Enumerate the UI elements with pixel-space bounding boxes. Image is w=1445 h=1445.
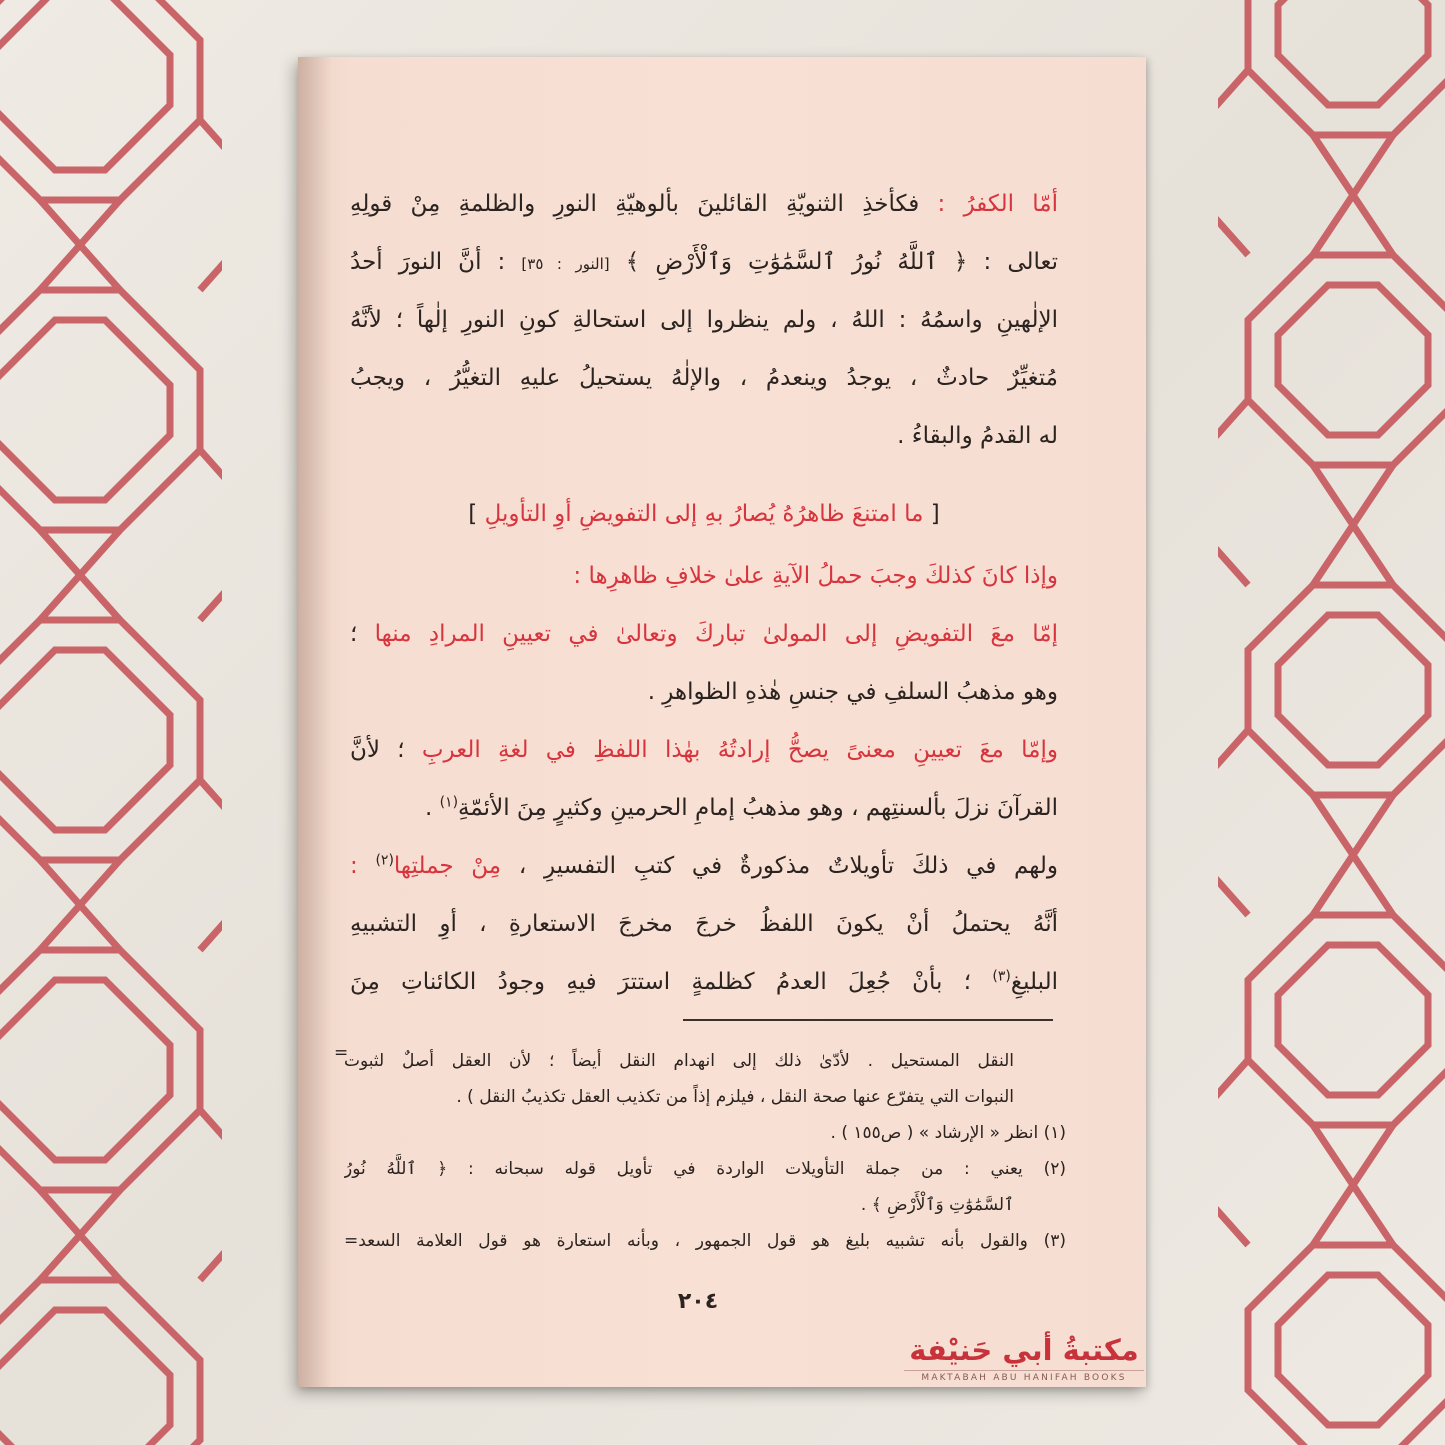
section-heading: [ ما امتنعَ ظاهرُهُ يُصارُ بهِ إلى التفويضِ أوِ التأويلِ ] [468,501,940,527]
footnote-divider [683,1019,1053,1021]
footnote-ref-2: (٢) [375,852,394,869]
paragraph-tawil-line-1: وإمّا معَ تعيينِ معنىً يصحُّ إرادتُهُ بهٰذا اللفظِ في لغةِ العربِ ؛ لأنَّ [350,737,1058,763]
page-number: ٢٠٤ [677,1289,719,1314]
footnote-1: (١) انظر « الإرشاد » ( ص١٥٥ ) . [830,1123,1066,1143]
paragraph-tafwid-line-1: إمّا معَ التفويضِ إلى المولىٰ تباركَ وتعالىٰ في تعيينِ المرادِ منها ؛ [350,621,1058,647]
paragraph-tafwid-line-2: وهو مذهبُ السلفِ في جنسِ هٰذهِ الظواهرِ . [647,679,1058,705]
quran-reference: [النور : ٣٥] [521,255,610,273]
book-page [298,57,1146,1387]
footnote-2-line-1: (٢) يعني : من جملة التأويلات الواردة في تأويل قوله سبحانه : ﴿ ٱللَّهُ نُورُ [344,1159,1066,1179]
paragraph-kufr-line-4: مُتغيِّرٌ حادثٌ ، يوجدُ وينعدمُ ، والإلٰهُ يستحيلُ عليهِ التغيُّرُ ، ويجبُ [350,365,1058,391]
footnote-3: (٣) والقول بأنه تشبيه بليغ هو قول الجمهور ، وبأنه استعارة هو قول العلامة السعد= [344,1231,1066,1251]
paragraph-kufr-line-1: أمّا الكفرُ : فكأخذِ الثنويّةِ القائلينَ بألوهيّةِ النورِ والظلمةِ مِنْ قولِهِ [350,191,1058,217]
paragraph-kufr-line-2: تعالى : ﴿ ٱللَّهُ نُورُ ٱلسَّمَٰوَٰتِ وَٱلْأَرْضِ ﴾ [النور : ٣٥] : أنَّ النورَ أحدُ [350,249,1058,275]
publisher-logo [898,1332,1150,1390]
geometric-pattern-right [1218,0,1445,1445]
geometric-pattern-left [0,0,222,1445]
footnote-2-line-2: ٱلسَّمَٰوَٰتِ وَٱلْأَرْضِ ﴾ . [860,1195,1014,1215]
section-heading-text: ما امتنعَ ظاهرُهُ يُصارُ بهِ إلى التفويضِ أوِ التأويلِ [484,501,924,527]
paragraph-tawil-line-2: القرآنَ نزلَ بألسنتِهم ، وهو مذهبُ إمامِ الحرمينِ وكثيرٍ مِنَ الأئمّةِ$^{(١)}$ . [424,794,1058,821]
logo-english-text: MAKTABAH ABU HANIFAH BOOKS [904,1370,1144,1385]
logo-arabic-text: مكتبةُ أبي حَنيْفة [909,1333,1139,1367]
term-kufr: أمّا الكفرُ : [937,191,1058,217]
paragraph-interpretations-line-2: أنَّهُ يحتملُ أنْ يكونَ اللفظُ خرجَ مخرجَ الاستعارةِ ، أوِ التشبيهِ [350,911,1058,937]
footnote-continuation: = النقل المستحيل . لأدّىٰ ذلك إلى انهدام النقل أيضاً ؛ لأن العقل أصلٌ لثبوت النبوات التي يتفرّع عنها صحة النقل ، فيلزم إذاً من تكذيب العقل تكذيبُ النقل ) . [334,1043,1014,1107]
paragraph-interpretations-line-3: البليغِ$^{(٣)}$ ؛ بأنْ جُعِلَ العدمُ كظلمةٍ استترَ فيهِ وجودُ الكائناتِ مِنَ [350,968,1058,995]
main-text [350,175,1058,1011]
paragraph-interpretations-line-1: ولهم في ذلكَ تأويلاتٌ مذكورةٌ في كتبِ التفسيرِ ، مِنْ جملتِها$^{(٢)}$ : [350,852,1058,879]
paragraph-kufr-line-5: له القدمُ والبقاءُ . [897,423,1058,449]
footnote-ref-3: (٣) [992,968,1011,985]
footnote-ref-1: (١) [439,794,459,811]
paragraph-kufr-line-3: الإلٰهينِ واسمُهُ : اللهُ ، ولم ينظروا إلى استحالةِ كونِ النورِ إلٰهاً ؛ لأنَّهُ [350,307,1058,333]
footnotes [334,1043,1066,1259]
paragraph-obligation: وإذا كانَ كذلكَ وجبَ حملُ الآيةِ علىٰ خلافِ ظاهرِها : [573,563,1058,589]
